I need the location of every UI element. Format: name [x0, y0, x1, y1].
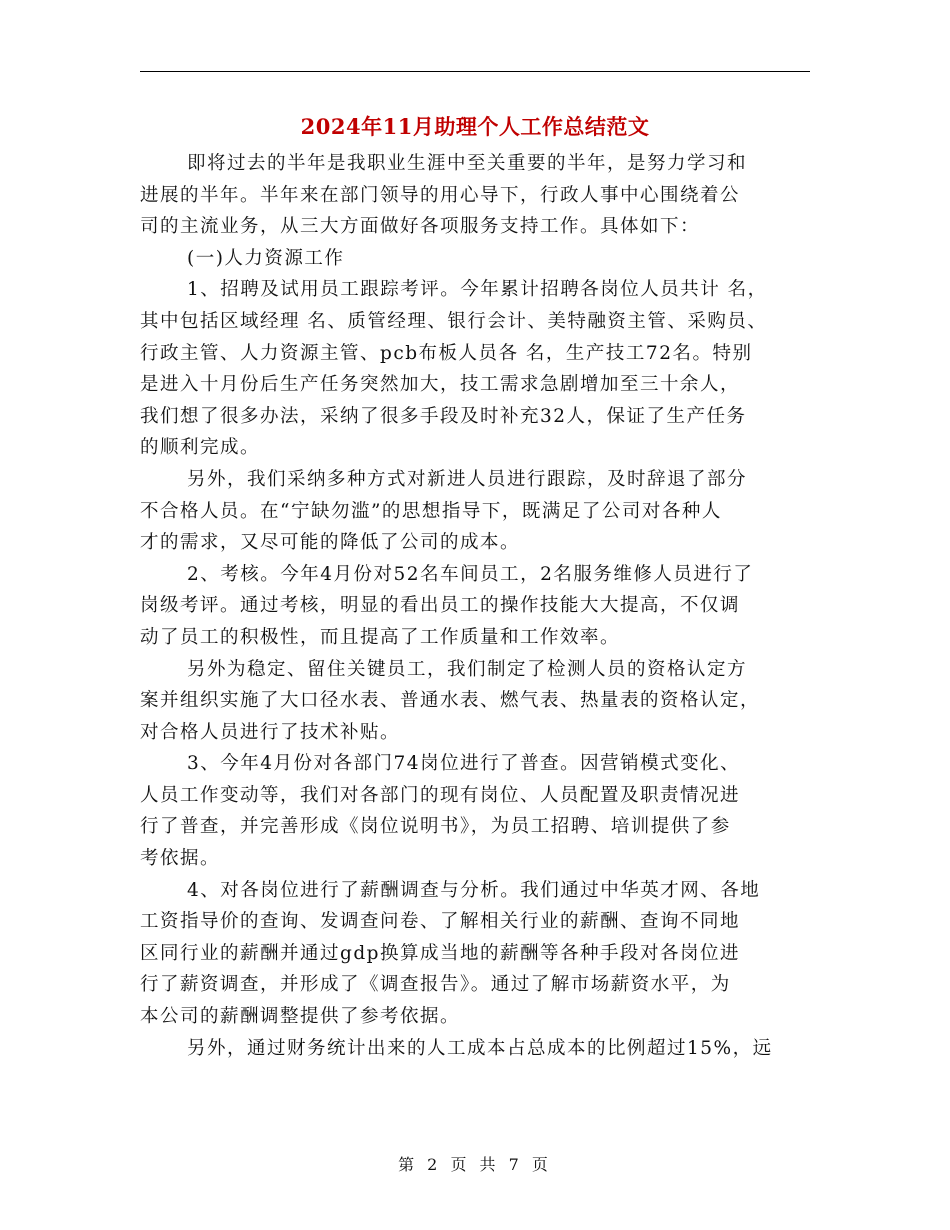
text-line: 另外为稳定、留住关键员工，我们制定了检测人员的资格认定方 [187, 658, 748, 680]
text-line: 案并组织实施了大口径水表、普通水表、燃气表、热量表的资格认定， [140, 690, 761, 712]
text-line: 进展的半年。半年来在部门领导的用心导下，行政人事中心围绕着公 [140, 184, 741, 206]
text-line: 才的需求，又尽可能的降低了公司的成本。 [140, 532, 521, 554]
document-title: 2024年11月助理个人工作总结范文 [300, 114, 650, 139]
text-line: 行了普查，并完善形成《岗位说明书》，为员工招聘、培训提供了参 [140, 816, 731, 838]
text-line: 行政主管、人力资源主管、pcb布板人员各 名，生产技工72名。特别 [140, 342, 753, 364]
header-rule [140, 71, 810, 72]
text-line: 2、考核。今年4月份对52名车间员工，2名服务维修人员进行了 [187, 563, 754, 585]
text-line: 区同行业的薪酬并通过gdp换算成当地的薪酬等各种手段对各岗位进 [140, 942, 741, 964]
text-line: 人员工作变动等，我们对各部门的现有岗位、人员配置及职责情况进 [140, 784, 741, 806]
page-footer: 第 2 页 共 7 页 [398, 1155, 552, 1174]
document-body [140, 148, 815, 1064]
text-line: 行了薪资调查，并形成了《调查报告》。通过了解市场薪资水平，为 [140, 974, 731, 996]
text-line: 4、对各岗位进行了薪酬调查与分析。我们通过中华英才网、各地 [187, 879, 761, 901]
text-line: 不合格人员。在“宁缺勿滥”的思想指导下，既满足了公司对各种人 [140, 500, 722, 522]
text-line: 本公司的薪酬调整提供了参考依据。 [140, 1006, 461, 1028]
text-line: 的顺利完成。 [140, 437, 261, 459]
text-line: 是进入十月份后生产任务突然加大，技工需求急剧增加至三十余人， [140, 374, 741, 396]
text-line: 即将过去的半年是我职业生涯中至关重要的半年，是努力学习和 [187, 153, 748, 174]
text-line: 1、招聘及试用员工跟踪考评。今年累计招聘各岗位人员共计 名， [187, 279, 768, 301]
text-line: 另外，通过财务统计出来的人工成本占总成本的比例超过15%，远 [187, 1037, 773, 1059]
text-line: (一)人力资源工作 [187, 247, 345, 269]
text-line: 动了员工的积极性，而且提高了工作质量和工作效率。 [140, 626, 621, 648]
text-line: 其中包括区域经理 名、质管经理、银行会计、美特融资主管、采购员、 [140, 310, 768, 332]
text-line: 我们想了很多办法，采纳了很多手段及时补充32人，保证了生产任务 [140, 405, 747, 427]
text-line: 岗级考评。通过考核，明显的看出员工的操作技能大大提高，不仅调 [140, 595, 741, 617]
text-line: 工资指导价的查询、发调查问卷、了解相关行业的薪酬、查询不同地 [140, 911, 741, 933]
text-line: 对合格人员进行了技术补贴。 [140, 721, 401, 743]
text-line: 考依据。 [140, 848, 221, 870]
text-line: 司的主流业务，从三大方面做好各项服务支持工作。具体如下： [140, 216, 701, 238]
text-line: 3、今年4月份对各部门74岗位进行了普查。因营销模式变化、 [187, 753, 741, 775]
text-line: 另外，我们采纳多种方式对新进人员进行跟踪，及时辞退了部分 [187, 468, 748, 490]
